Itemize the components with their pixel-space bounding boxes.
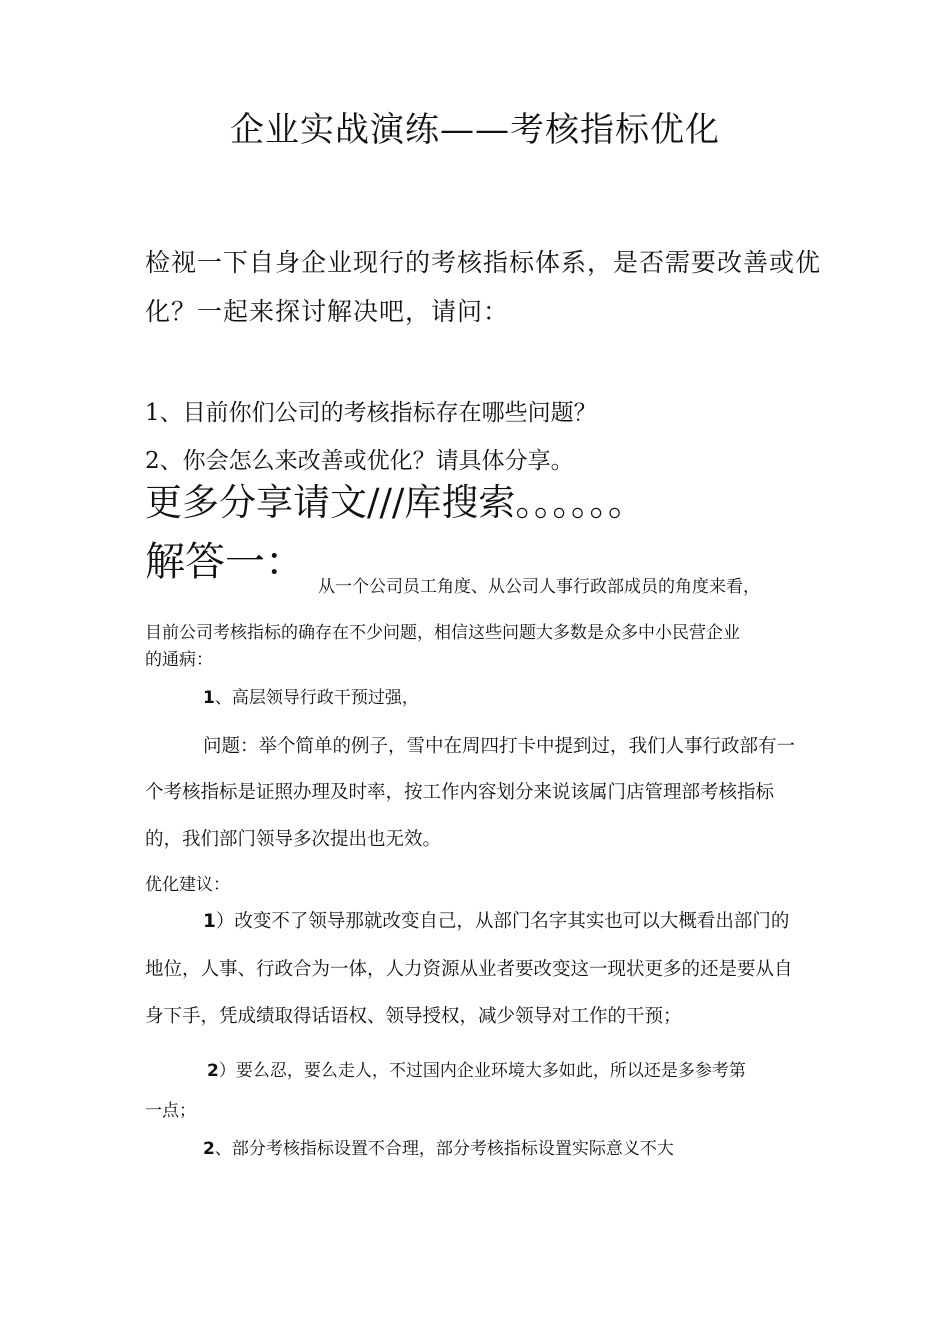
problem-line-2: 个考核指标是证照办理及时率，按工作内容划分来说该属门店管理部考核指标 <box>145 782 775 803</box>
answer-lead-line-1: 从一个公司员工角度、从公司人事行政部成员的角度来看， <box>318 577 760 597</box>
item-1-text: 、高层领导行政干预过强， <box>214 688 419 708</box>
question-1: 1、目前你们公司的考核指标存在哪些问题？ <box>145 400 597 426</box>
more-share-banner: 更多分享请文///库搜索。。。。。。 <box>145 481 645 524</box>
item-1-number: 1 <box>203 688 215 708</box>
suggestion-2-line-1 <box>207 1056 746 1081</box>
item-2-text: 、部分考核指标设置不合理，部分考核指标设置实际意义不大 <box>214 1139 674 1159</box>
intro-line-2: 化？一起来探讨解决吧，请问： <box>145 297 510 326</box>
suggestion-1-line-1 <box>203 907 789 933</box>
answer-lead-line-3: 的通病： <box>145 650 213 670</box>
suggestion-label: 优化建议： <box>145 875 230 895</box>
suggestion-1-number: 1 <box>203 911 216 932</box>
item-2-number: 2 <box>203 1139 215 1159</box>
answer-heading: 解答一： <box>145 539 305 585</box>
intro-line-1: 检视一下自身企业现行的考核指标体系，是否需要改善或优 <box>145 248 822 277</box>
suggestion-1-text: ）改变不了领导那就改变自己，从部门名字其实也可以大概看出部门的 <box>215 911 790 932</box>
suggestion-2-number: 2 <box>207 1061 219 1081</box>
suggestion-1-line-2: 地位，人事、行政合为一体，人力资源从业者要改变这一现状更多的还是要从自 <box>145 959 793 980</box>
problem-line-1: 问题：举个简单的例子，雪中在周四打卡中提到过，我们人事行政部有一 <box>203 736 796 757</box>
suggestion-2-line-2: 一点； <box>145 1101 196 1121</box>
answer-lead-line-2: 目前公司考核指标的确存在不少问题，相信这些问题大多数是众多中小民营企业 <box>145 623 740 643</box>
question-2: 2、你会怎么来改善或优化？请具体分享。 <box>145 448 574 474</box>
item-1-heading <box>203 683 419 708</box>
suggestion-1-line-3: 身下手，凭成绩取得话语权、领导授权，减少领导对工作的干预； <box>145 1006 682 1027</box>
suggestion-2-text: ）要么忍，要么走人，不过国内企业环境大多如此，所以还是多参考第 <box>218 1061 746 1081</box>
item-2-heading <box>203 1134 674 1159</box>
document-title: 企业实战演练——考核指标优化 <box>230 110 720 150</box>
problem-line-3: 的，我们部门领导多次提出也无效。 <box>145 829 442 850</box>
